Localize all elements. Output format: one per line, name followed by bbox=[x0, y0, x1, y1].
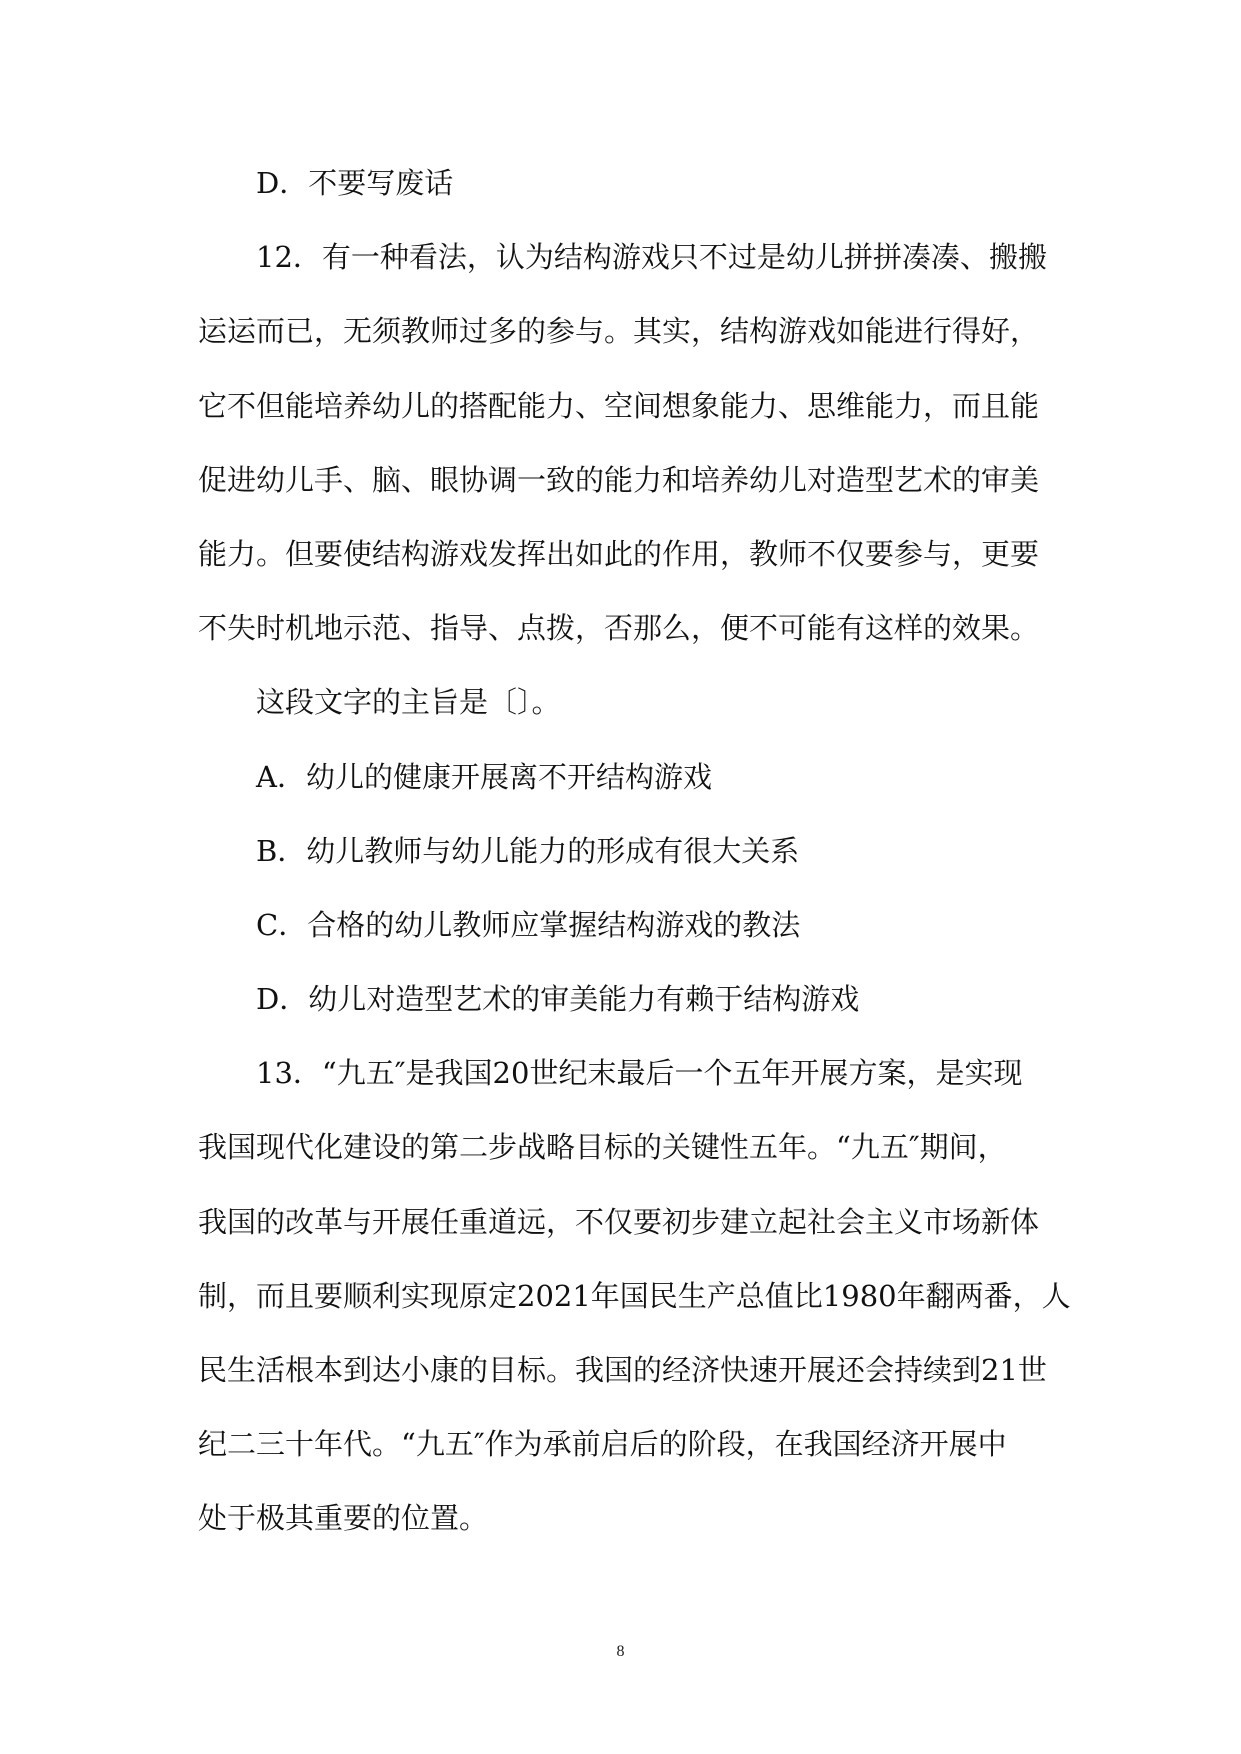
question-12-line: 12．有一种看法，认为结构游戏只不过是幼儿拼拼凑凑、搬搬 bbox=[256, 240, 1047, 275]
option-d-line: D．不要写废话 bbox=[256, 166, 454, 200]
paragraph-line: 我国现代化建设的第二步战略目标的关键性五年。“九五″期间， bbox=[198, 1130, 1007, 1165]
question-prompt-line: 这段文字的主旨是〔〕。 bbox=[256, 685, 561, 720]
option-b-line: B．幼儿教师与幼儿能力的形成有很大关系 bbox=[256, 833, 800, 868]
paragraph-line: 处于极其重要的位置。 bbox=[198, 1501, 489, 1536]
paragraph-line: 纪二三十年代。“九五″作为承前启后的阶段，在我国经济开展中 bbox=[198, 1427, 1007, 1462]
paragraph-line: 能力。但要使结构游戏发挥出如此的作用，教师不仅要参与，更要 bbox=[198, 536, 1040, 571]
paragraph-line: 制，而且要顺利实现原定2021年国民生产总值比1980年翻两番，人 bbox=[198, 1278, 1071, 1313]
question-13-line: 13．“九五″是我国20世纪末最后一个五年开展方案，是实现 bbox=[256, 1056, 1023, 1091]
paragraph-line: 促进幼儿手、脑、眼协调一致的能力和培养幼儿对造型艺术的审美 bbox=[198, 462, 1040, 497]
paragraph-line: 它不但能培养幼儿的搭配能力、空间想象能力、思维能力，而且能 bbox=[198, 388, 1040, 423]
body-text bbox=[198, 146, 1071, 1556]
page-number: 8 bbox=[616, 1643, 625, 1660]
option-c-line: C．合格的幼儿教师应掌握结构游戏的教法 bbox=[256, 907, 801, 942]
paragraph-line: 运运而已，无须教师过多的参与。其实，结构游戏如能进行得好， bbox=[198, 314, 1040, 349]
paragraph-line: 我国的改革与开展任重道远，不仅要初步建立起社会主义市场新体 bbox=[198, 1204, 1040, 1239]
option-d-line: D．幼儿对造型艺术的审美能力有赖于结构游戏 bbox=[256, 982, 860, 1017]
option-a-line: A．幼儿的健康开展离不开结构游戏 bbox=[256, 759, 712, 794]
paragraph-line: 不失时机地示范、指导、点拨，否那么，便不可能有这样的效果。 bbox=[198, 611, 1040, 646]
paragraph-line: 民生活根本到达小康的目标。我国的经济快速开展还会持续到21世 bbox=[198, 1353, 1047, 1387]
